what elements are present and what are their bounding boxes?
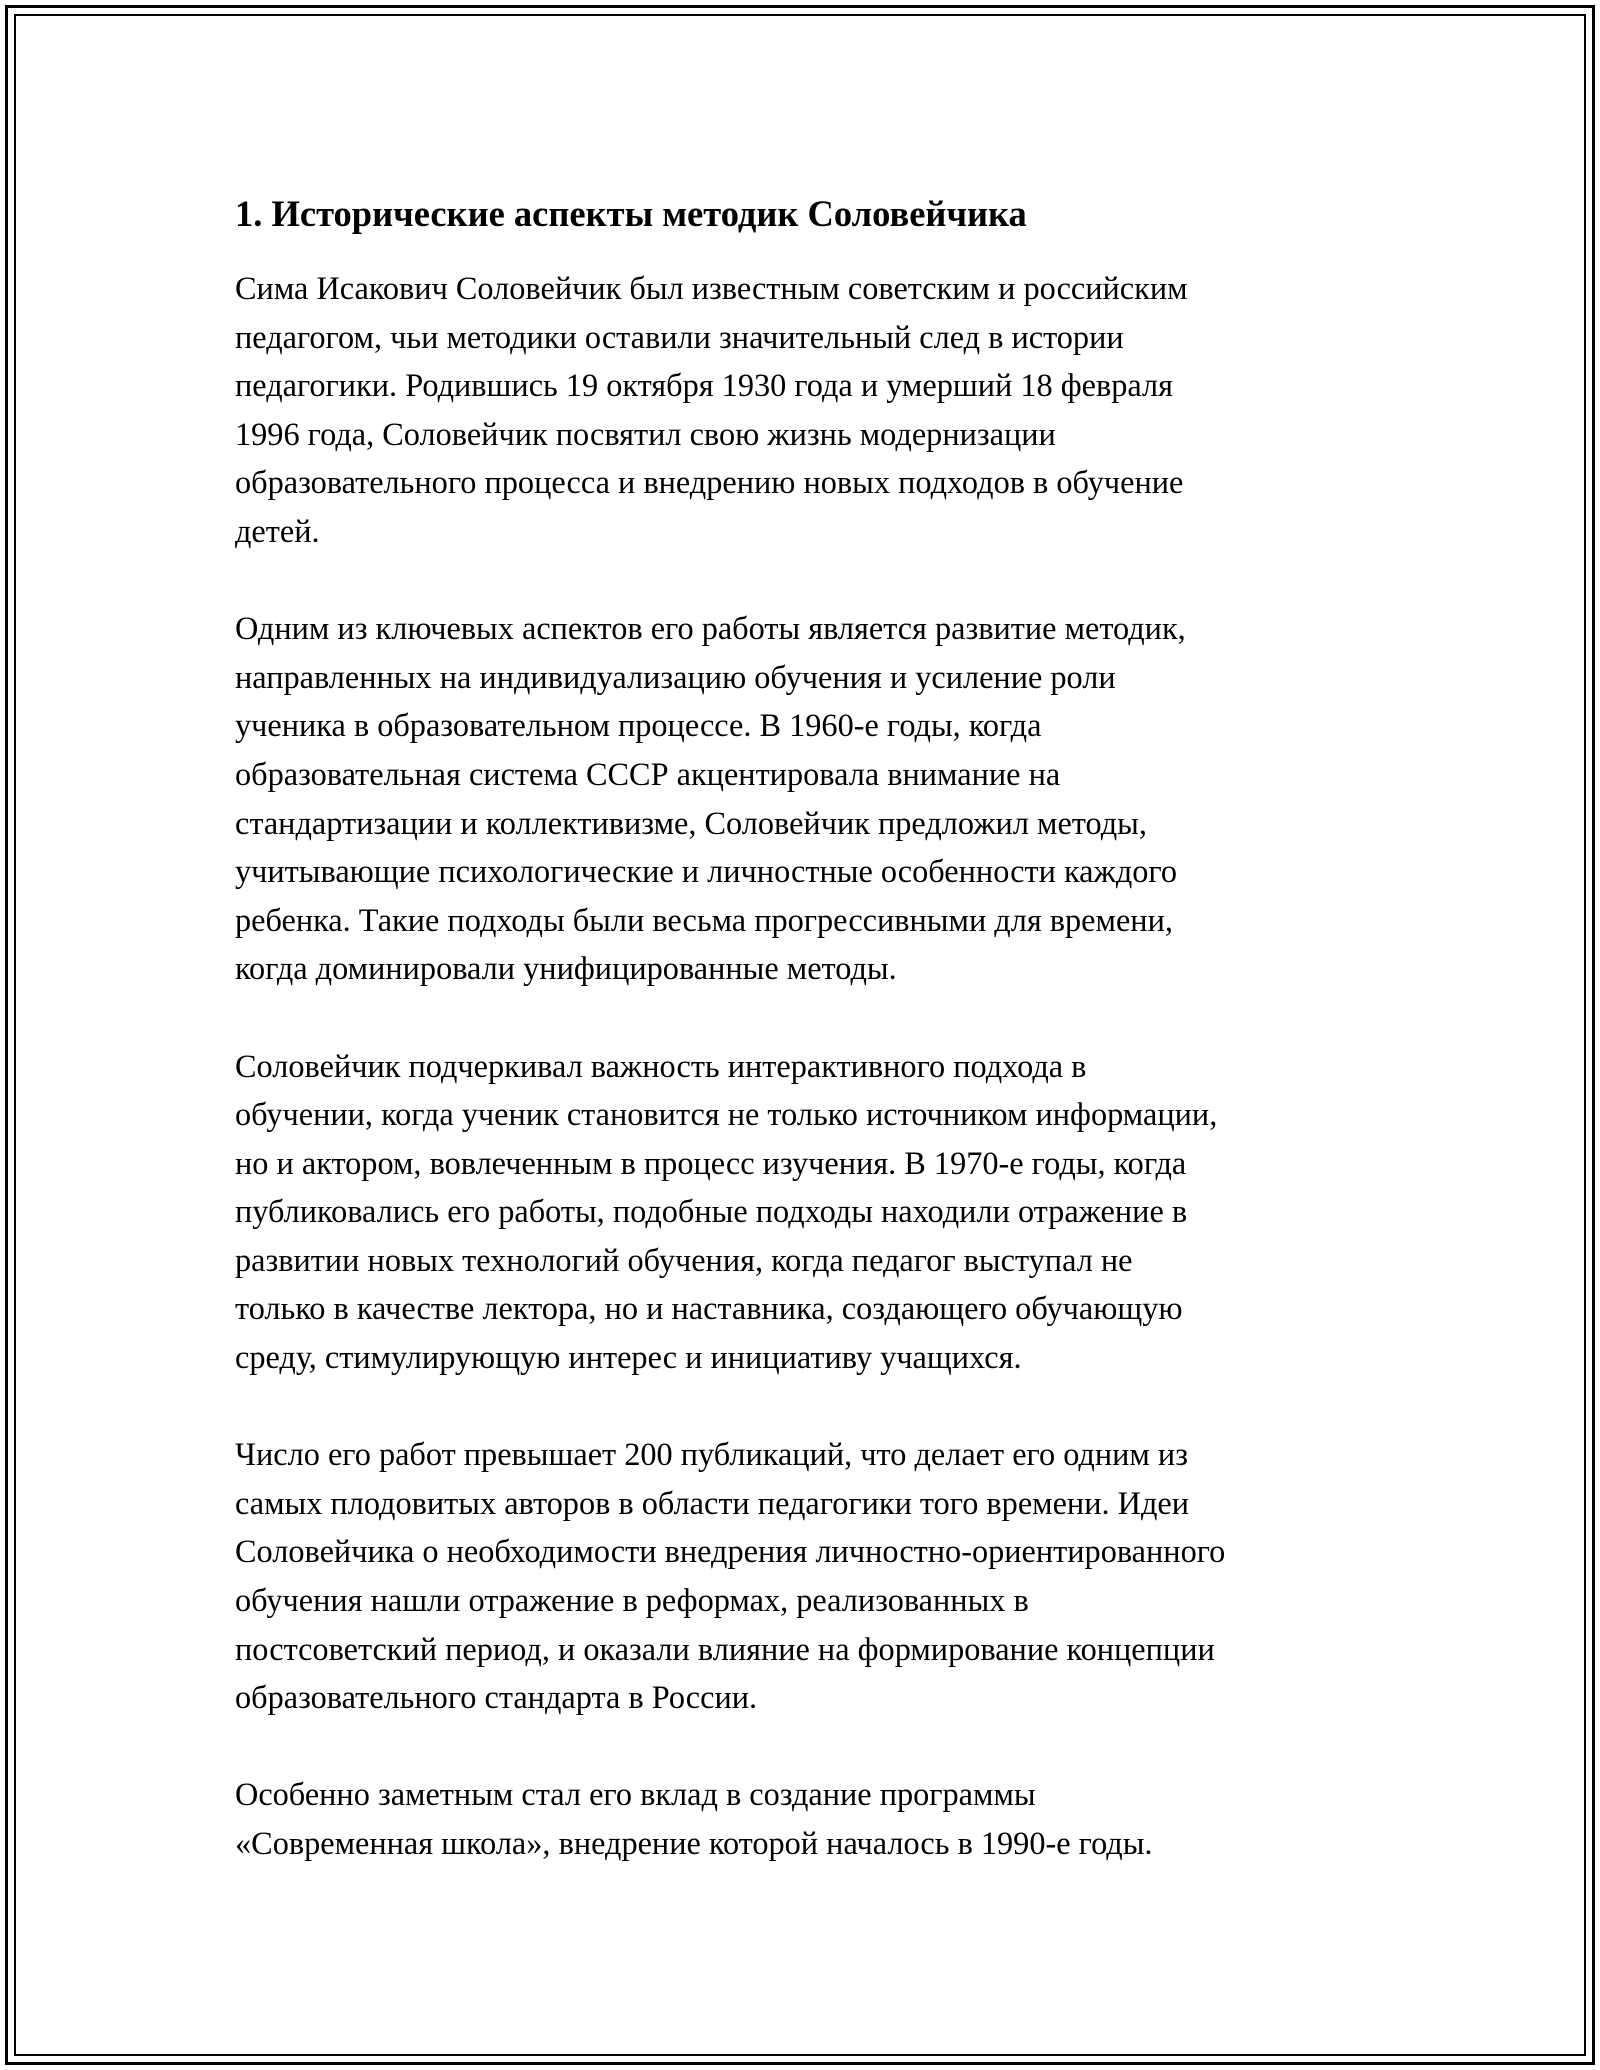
paragraph-4 — [235, 1430, 1375, 1722]
text-line: среду, стимулирующую интерес и инициативу учащихся. — [235, 1339, 1022, 1376]
text-line: Число его работ превышает 200 публикаций, что делает его одним из — [235, 1436, 1188, 1473]
section-heading: 1. Исторические аспекты методик Соловейчика — [235, 193, 1027, 234]
text-line: образовательная система СССР акцентировала внимание на — [235, 755, 1061, 792]
paragraph-3 — [235, 1042, 1375, 1382]
text-line: образовательного процесса и внедрению новых подходов в обучение — [235, 464, 1184, 501]
text-line: ученика в образовательном процессе. В 1960-е годы, когда — [235, 707, 1042, 744]
text-line: обучении, когда ученик становится не только источником информации, — [235, 1096, 1218, 1133]
text-line: направленных на индивидуализацию обучения и усиление роли — [235, 658, 1116, 695]
text-line: Особенно заметным стал его вклад в создание программы — [235, 1776, 1036, 1813]
paragraph-5 — [235, 1770, 1375, 1867]
text-line: «Современная школа», внедрение которой началось в 1990-е годы. — [235, 1825, 1153, 1861]
text-line: только в качестве лектора, но и наставника, создающего обучающую — [235, 1290, 1183, 1327]
text-line: но и актором, вовлеченным в процесс изучения. В 1970-е годы, когда — [235, 1144, 1187, 1181]
text-line: Одним из ключевых аспектов его работы является развитие методик, — [235, 610, 1186, 647]
text-line: Соловейчика о необходимости внедрения личностно-ориентированного — [235, 1533, 1226, 1570]
paragraph-1 — [235, 264, 1375, 556]
text-line: педагогики. Родившись 19 октября 1930 года и умерший 18 февраля — [235, 367, 1173, 404]
text-line: самых плодовитых авторов в области педагогики того времени. Идеи — [235, 1484, 1190, 1521]
text-line: детей. — [235, 512, 320, 549]
text-line: публиковались его работы, подобные подходы находили отражение в — [235, 1193, 1188, 1230]
text-line: 1996 года, Соловейчик посвятил свою жизнь модернизации — [235, 415, 1056, 452]
text-line: когда доминировали унифицированные методы. — [235, 950, 897, 987]
text-line: стандартизации и коллективизме, Соловейчик предложил методы, — [235, 804, 1147, 841]
text-line: обучения нашли отражение в реформах, реализованных в — [235, 1582, 1029, 1619]
text-line: учитывающие психологические и личностные особенности каждого — [235, 853, 1177, 890]
text-line: Соловейчик подчеркивал важность интерактивного подхода в — [235, 1047, 1087, 1084]
text-line: образовательного стандарта в России. — [235, 1679, 758, 1716]
text-line: ребенка. Такие подходы были весьма прогрессивными для времени, — [235, 901, 1173, 938]
paragraph-2 — [235, 604, 1375, 993]
text-line: Сима Исакович Соловейчик был известным советским и российским — [235, 270, 1188, 306]
text-line: постсоветский период, и оказали влияние на формирование концепции — [235, 1630, 1215, 1667]
document-body — [235, 186, 1375, 1916]
text-line: педагогом, чьи методики оставили значительный след в истории — [235, 318, 1124, 355]
text-line: развитии новых технологий обучения, когда педагог выступал не — [235, 1241, 1133, 1278]
